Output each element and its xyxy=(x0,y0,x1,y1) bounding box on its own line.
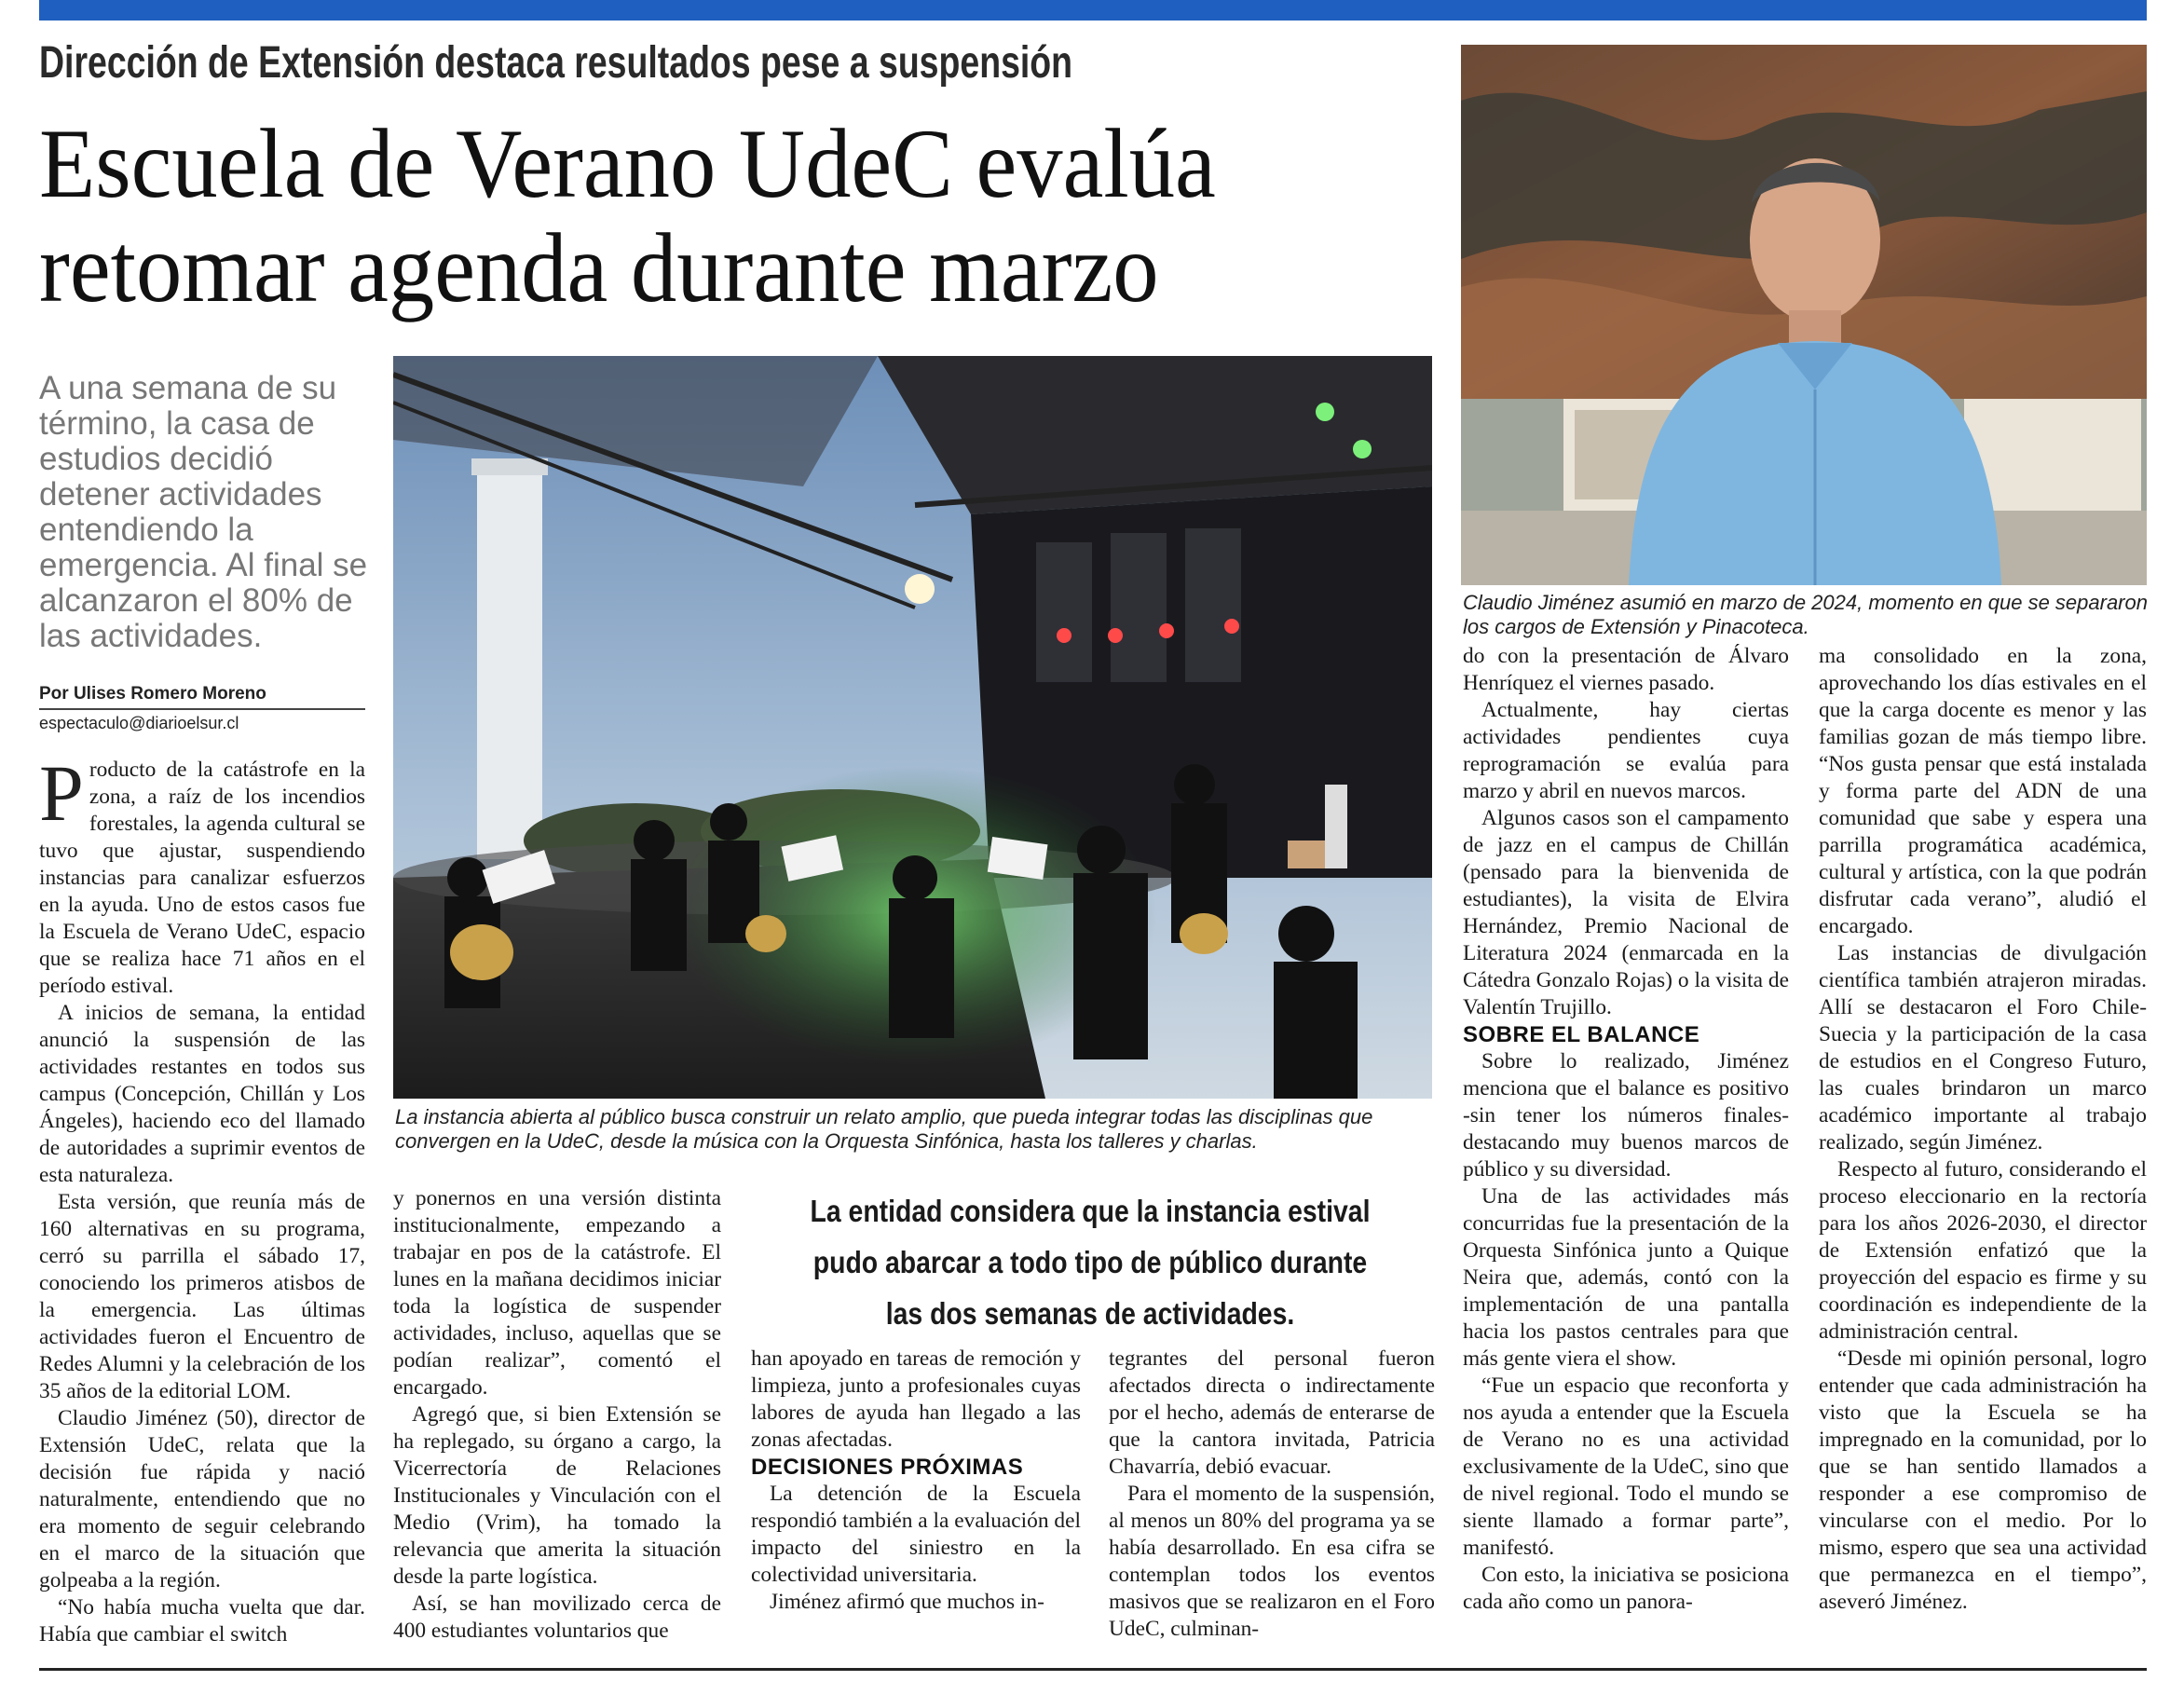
paragraph: Las instancias de divulgación científica también atrajeron miradas. Allí se destacaron el Foro Chile-Suecia y la participación de la casa de estudios en el Congreso Futuro, las cuales brindaron un marco académico importante al trabajo realizado, según Jiménez. xyxy=(1819,941,2147,1155)
byline-author: Por Ulises Romero Moreno xyxy=(39,684,266,704)
subhead-decisiones: DECISIONES PRÓXIMAS xyxy=(751,1455,1024,1480)
body-column-2 xyxy=(393,1185,721,1645)
paragraph: Con esto, la iniciativa se posiciona cada año como un panora- xyxy=(1463,1563,1789,1614)
paragraph: Una de las actividades más concurridas fue la presentación de la Orquesta Sinfónica junto a Quique Neira que, además, contó con la implementación de una pantalla hacia los pastos centrales para que más gente viera el show. xyxy=(1463,1184,1789,1371)
portrait-photo-illustration xyxy=(1461,45,2147,585)
byline-email: espectaculo@diarioelsur.cl xyxy=(39,714,239,732)
subhead-balance: SOBRE EL BALANCE xyxy=(1463,1022,1700,1047)
paragraph: Agregó que, si bien Extensión se ha replegado, su órgano a cargo, la Vicerrectoría de Relaciones Institucionales y Vinculación con el Medio (Vrim), ha tomado la relevancia que amerita la situación desde la parte logística. xyxy=(393,1402,721,1589)
kicker: Dirección de Extensión destaca resultados pese a suspensión xyxy=(39,38,1073,88)
lede: A una semana de su término, la casa de estudios decidió detener actividades entendiendo la emergencia. Al final se alcanzaron el 80% de las actividades. xyxy=(39,370,368,654)
pull-quote: La entidad considera que la instancia estival pudo abarcar a todo tipo de público durante las dos semanas de actividades. xyxy=(810,1194,1371,1331)
paragraph: Algunos casos son el campamento de jazz en el campus de Chillán (pensado para la bienvenida de estudiantes), la visita de Elvira Hernández, Premio Nacional de Literatura 2024 (enmarcada en la Cátedra Gonzalo Rojas) o la visita de Valentín Trujillo. xyxy=(1463,806,1789,1019)
portrait-photo xyxy=(1461,45,2147,585)
paragraph: Respecto al futuro, considerando el proceso eleccionario en la rectoría para los años 2026-2030, el director de Extensión enfatizó que la proyección del espacio es firme y su coordinación es independiente de la administración central. xyxy=(1819,1157,2147,1344)
paragraph: Para el momento de la suspensión, al menos un 80% del programa ya se había desarrollado. En esa cifra se contemplan todos los eventos masivos que se realizaron en el Foro UdeC, culminan- xyxy=(1109,1482,1435,1641)
paragraph: y ponernos en una versión distinta institucionalmente, empezando a trabajar en pos de la catástrofe. El lunes en la mañana decidimos iniciar toda la logística de suspender actividades, incluso, aquellas que se podían realizar”, comentó el encargado. xyxy=(393,1186,721,1400)
bottom-rule xyxy=(39,1668,2147,1671)
paragraph-text: roducto de la catástrofe en la zona, a raíz de los incendios forestales, la agenda cultural se tuvo que ajustar, suspendiendo instancias para canalizar esfuerzos en la ayuda. Uno de estos casos fue la Escuela de Verano UdeC, espacio que se realiza hace 71 años en el período estival. xyxy=(39,758,365,998)
body-column-5 xyxy=(1463,643,1789,1616)
byline-rule xyxy=(39,708,365,710)
headline-line-1: Escuela de Verano UdeC evalúa xyxy=(39,109,1216,218)
paragraph xyxy=(39,748,365,1000)
body-column-4 xyxy=(1109,1346,1435,1643)
portrait-photo-caption: Claudio Jiménez asumió en marzo de 2024, momento en que se separaron los cargos de Extensión y Pinacoteca. xyxy=(1463,591,2148,638)
paragraph: do con la presentación de Álvaro Henríquez el viernes pasado. xyxy=(1463,644,1789,695)
paragraph: Así, se han movilizado cerca de 400 estudiantes voluntarios que xyxy=(393,1592,721,1643)
body-column-3 xyxy=(751,1346,1081,1616)
paragraph: Jiménez afirmó que muchos in- xyxy=(770,1590,1044,1614)
paragraph: ma consolidado en la zona, aprovechando los días estivales en el que la carga docente es menor y las familias gozan de más tiempo libre. “Nos gusta pensar que está instalada y forma parte del ADN de una comunidad que sabe y espera una parrilla programática académica, cultural y artística, con la que podrán disfrutar cada verano”, aludió el encargado. xyxy=(1819,644,2147,938)
paragraph: A inicios de semana, la entidad anunció la suspensión de las actividades restantes en todos sus campus (Concepción, Chillán y Los Ángeles), haciendo eco del llamado de autoridades a suprimir eventos de esta naturaleza. xyxy=(39,1001,365,1187)
headline-line-2: retomar agenda durante marzo xyxy=(39,213,1159,322)
paragraph: Esta versión, que reunía más de 160 alternativas en su programa, cerró su parrilla el sábado 17, conociendo los primeros atisbos de la emergencia. Las últimas actividades fueron el Encuentro de Redes Alumni y la celebración de los 35 años de la editorial LOM. xyxy=(39,1190,365,1403)
paragraph: “No había mucha vuelta que dar. Había que cambiar el switch xyxy=(39,1595,365,1647)
headline xyxy=(39,109,1391,322)
top-color-bar xyxy=(39,0,2147,20)
drop-cap: P xyxy=(39,748,84,838)
body-column-1 xyxy=(39,748,365,1648)
concert-photo-caption: La instancia abierta al público busca construir un relato amplio, que pueda integrar todas las disciplinas que convergen en la UdeC, desde la música con la Orquesta Sinfónica, hasta los talleres y charlas. xyxy=(395,1105,1373,1153)
paragraph: tegrantes del personal fueron afectados directa o indirectamente por el hecho, además de enterarse de que la cantora invitada, Patricia Chavarría, debió evacuar. xyxy=(1109,1346,1435,1479)
concert-photo-illustration xyxy=(393,356,1432,1099)
paragraph: Sobre lo realizado, Jiménez menciona que el balance es positivo -sin tener los números finales- destacando muy buenos marcos de público y su diversidad. xyxy=(1463,1049,1789,1182)
paragraph: “Desde mi opinión personal, logro entender que cada administración ha visto que la Escuela se ha impregnado en la comunidad, por lo que se han sentido llamados a responder a ese compromiso de vincularse con el medio. Por lo mismo, espero que sea una actividad que permanezca en el tiempo”, aseveró Jiménez. xyxy=(1819,1346,2147,1614)
paragraph: han apoyado en tareas de remoción y limpieza, junto a profesionales cuyas labores de ayuda han llegado a las zonas afectadas. xyxy=(751,1346,1081,1452)
paragraph: Claudio Jiménez (50), director de Extensión UdeC, relata que la decisión fue rápida y nació naturalmente, entendiendo que no era momento de seguir celebrando en el marco de la situación que golpeaba a la región. xyxy=(39,1406,365,1592)
paragraph: La detención de la Escuela respondió también a la evaluación del impacto del siniestro en la colectividad universitaria. xyxy=(751,1482,1081,1587)
body-column-6 xyxy=(1819,643,2147,1616)
paragraph: Actualmente, hay ciertas actividades pendientes cuya reprogramación se evalúa para marzo y abril en nuevos marcos. xyxy=(1463,698,1789,803)
concert-photo xyxy=(393,356,1432,1099)
paragraph: “Fue un espacio que reconforta y nos ayuda a entender que la Escuela de Verano no es una actividad exclusivamente de la UdeC, sino que de nivel regional. Todo el mundo se siente llamado a formar parte”, manifestó. xyxy=(1463,1374,1789,1560)
